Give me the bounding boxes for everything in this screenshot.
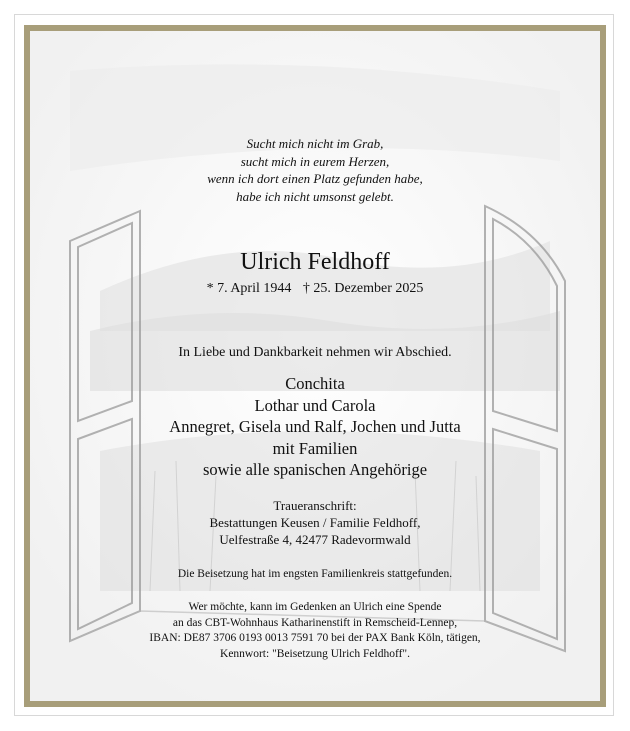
mourning-address <box>30 497 600 548</box>
mourner-line: Lothar und Carola <box>254 395 376 415</box>
donation-line: Wer möchte, kann im Gedenken an Ulrich eine Spende <box>188 601 442 613</box>
obituary-frame <box>24 25 606 707</box>
motto-line: Sucht mich nicht im Grab, <box>246 136 384 151</box>
mourner-line: sowie alle spanischen Angehörige <box>202 460 428 479</box>
address-line: Uelfestraße 4, 42477 Radevormwald <box>219 532 411 547</box>
death-date: † 25. Dezember 2025 <box>302 281 424 296</box>
farewell-intro: In Liebe und Dankbarkeit nehmen wir Abschied. <box>178 345 452 360</box>
deceased-name: Ulrich Feldhoff <box>240 249 390 275</box>
motto-line: habe ich nicht umsonst gelebt. <box>236 188 394 204</box>
donation-line: an das CBT-Wohnhaus Katharinenstift in Remscheid-Lennep, <box>172 616 458 629</box>
mourners-list <box>30 373 600 481</box>
obituary-content <box>30 31 600 701</box>
donation-note <box>30 600 600 662</box>
address-line: Bestattungen Keusen / Familie Feldhoff, <box>209 515 421 530</box>
mourner-line: Conchita <box>285 374 345 393</box>
mourner-line: mit Familien <box>272 438 358 458</box>
funeral-note: Die Beisetzung hat im engsten Familienkreis stattgefunden. <box>177 568 453 580</box>
motto-poem <box>30 135 600 205</box>
donation-line: Kennwort: "Beisetzung Ulrich Feldhoff". <box>220 647 410 660</box>
motto-line: wenn ich dort einen Platz gefunden habe, <box>207 171 423 186</box>
motto-line: sucht mich in eurem Herzen, <box>240 153 390 169</box>
address-heading: Traueranschrift: <box>273 498 357 513</box>
mourner-line: Annegret, Gisela und Ralf, Jochen und Jutta <box>169 417 461 436</box>
donation-line: IBAN: DE87 3706 0193 0013 7591 70 bei der PAX Bank Köln, tätigen, <box>149 632 481 644</box>
life-dates <box>30 281 600 297</box>
birth-date: * 7. April 1944 <box>206 281 292 296</box>
